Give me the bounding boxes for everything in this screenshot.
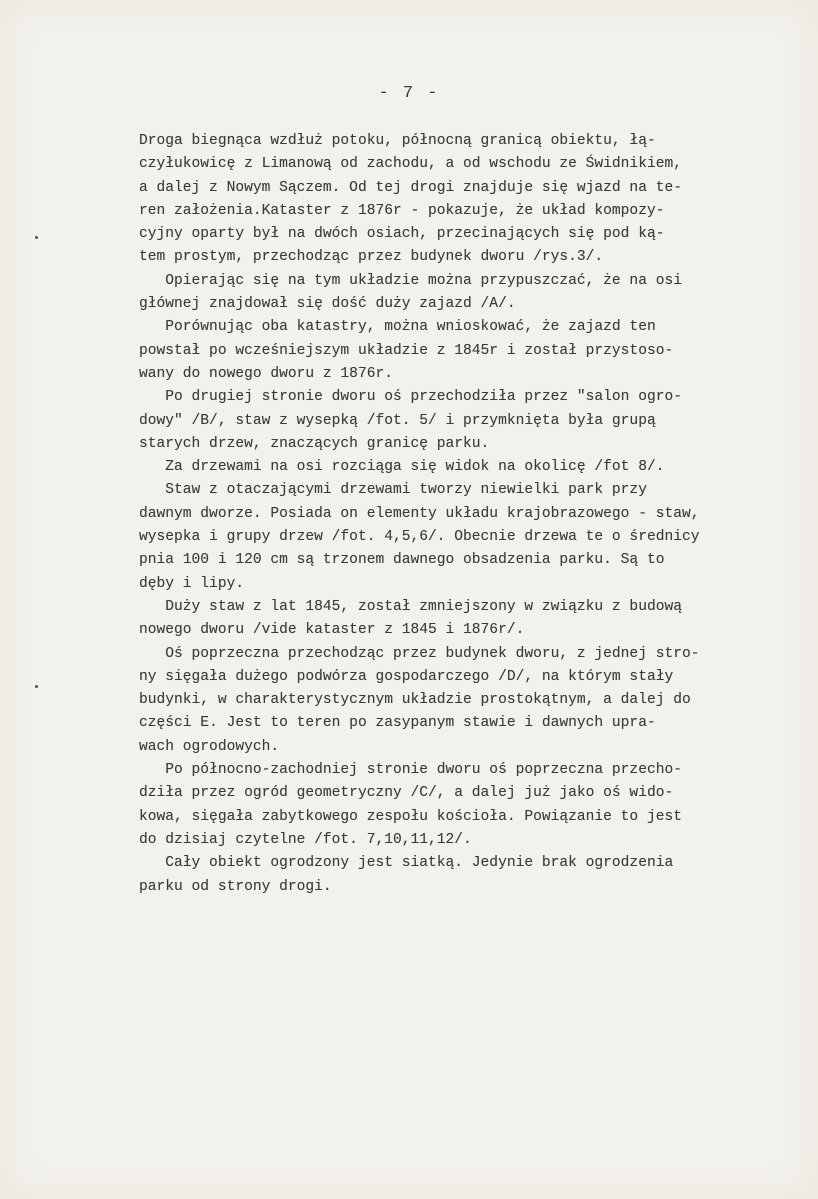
text-line: dowy" /B/, staw z wysepką /fot. 5/ i przymknięta była grupą (139, 412, 656, 429)
text-line: Duży staw z lat 1845, został zmniejszony w związku z budową (139, 598, 682, 615)
text-line: Za drzewami na osi rozciąga się widok na okolicę /fot 8/. (139, 459, 665, 476)
text-line: powstał po wcześniejszym układzie z 1845r i został przystoso- (139, 342, 674, 359)
text-line: Oś poprzeczna przechodząc przez budynek dworu, z jednej stro- (139, 645, 700, 662)
text-line: pnia 100 i 120 cm są trzonem dawnego obsadzenia parku. Są to (139, 552, 665, 569)
text-line: Po drugiej stronie dworu oś przechodziła przez "salon ogro- (139, 389, 682, 406)
text-line: dęby i lipy. (139, 575, 245, 592)
text-line: nowego dworu /vide kataster z 1845 i 1876r/. (139, 622, 525, 639)
text-line: dawnym dworze. Posiada on elementy układu krajobrazowego - staw, (139, 505, 700, 522)
text-line: ren założenia.Kataster z 1876r - pokazuje, że układ kompozy- (139, 202, 665, 219)
text-line: tem prostym, przechodząc przez budynek dworu /rys.3/. (139, 249, 604, 266)
text-line: budynki, w charakterystycznym układzie prostokątnym, a dalej do (139, 692, 691, 709)
text-line: starych drzew, znaczących granicę parku. (139, 435, 490, 452)
text-line: Porównując oba katastry, można wnioskować, że zajazd ten (139, 319, 656, 336)
margin-mark (35, 685, 38, 688)
body-text (139, 130, 769, 899)
text-line: Po północno-zachodniej stronie dworu oś poprzeczna przecho- (139, 762, 682, 779)
text-line: wysepka i grupy drzew /fot. 4,5,6/. Obecnie drzewa te o średnicy (139, 529, 700, 546)
text-line: części E. Jest to teren po zasypanym stawie i dawnych upra- (139, 715, 656, 732)
text-line: cyjny oparty był na dwóch osiach, przecinających się pod ką- (139, 226, 665, 243)
text-line: a dalej z Nowym Sączem. Od tej drogi znajduje się wjazd na te- (139, 179, 682, 196)
page-number: - 7 - (378, 84, 440, 103)
text-line: Opierając się na tym układzie można przypuszczać, że na osi (139, 272, 682, 289)
text-line: czyłukowicę z Limanową od zachodu, a od wschodu ze Świdnikiem, (139, 156, 682, 173)
text-line: parku od strony drogi. (139, 878, 332, 895)
text-line: do dzisiaj czytelne /fot. 7,10,11,12/. (139, 831, 472, 848)
margin-mark (35, 236, 38, 239)
text-line: Staw z otaczającymi drzewami tworzy niewielki park przy (139, 482, 647, 499)
text-line: dziła przez ogród geometryczny /C/, a dalej już jako oś wido- (139, 785, 674, 802)
text-line: wach ogrodowych. (139, 738, 280, 755)
text-line: Droga biegnąca wzdłuż potoku, północną granicą obiektu, łą- (139, 133, 656, 149)
text-line: ny sięgała dużego podwórza gospodarczego /D/, na którym stały (139, 668, 674, 685)
text-line: głównej znajdował się dość duży zajazd /A/. (139, 296, 516, 313)
text-line: Cały obiekt ogrodzony jest siatką. Jedynie brak ogrodzenia (139, 855, 674, 872)
text-line: kowa, sięgała zabytkowego zespołu kościoła. Powiązanie to jest (139, 808, 682, 825)
text-line: wany do nowego dworu z 1876r. (139, 365, 393, 382)
